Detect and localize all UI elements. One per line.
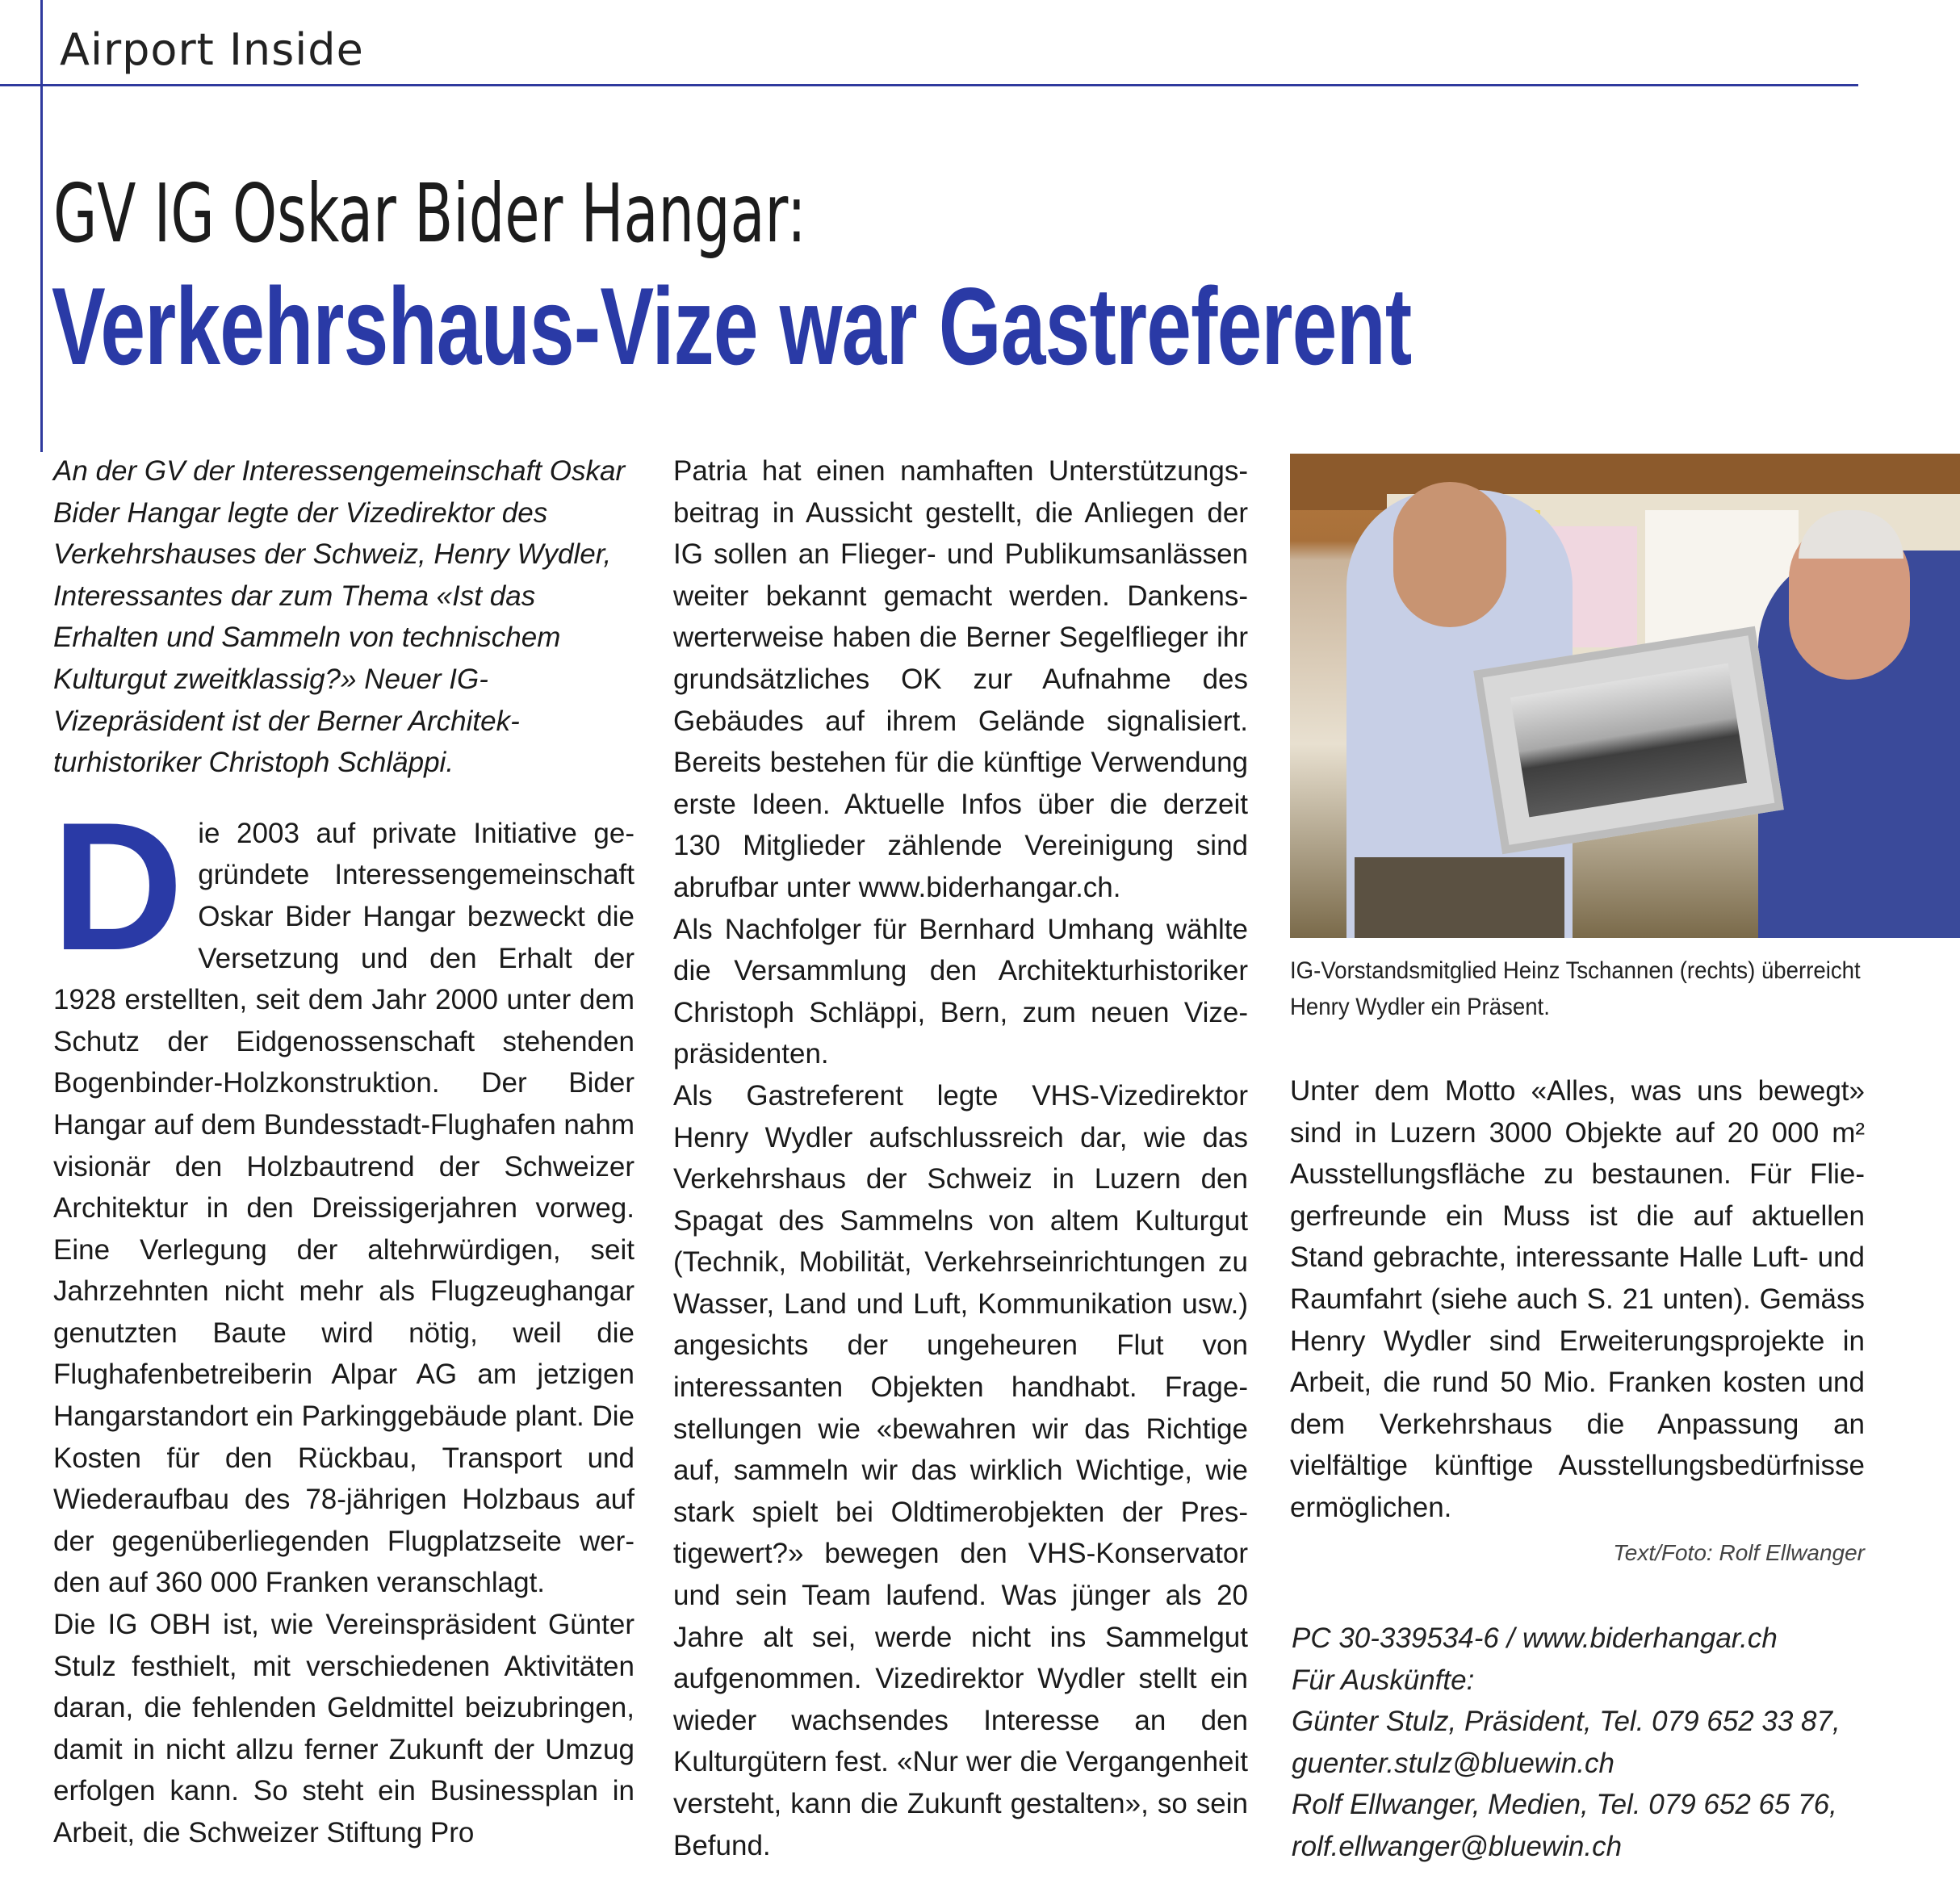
section-label: Airport Inside [60,24,364,75]
header-rule [0,84,1858,86]
contact-heading: Für Auskünfte: [1292,1664,1475,1696]
photo-person-left-head [1393,482,1506,627]
lead-paragraph: An der GV der Interessengemeinschaft Oskar Bider Hangar legte der Vizedirektor des Verkehrshauses der Schweiz, Henry Wydler, Interessantes dar zum Thema «Ist das Erhalten und Sammeln von technischem Kulturgut zweitklassig?» Neuer IG-Vizepräsident ist der Berner Architekturhistoriker Christoph Schläppi. [53,455,626,779]
body-paragraph-6: Unter dem Motto «Alles, was uns bewegt» sind in Luzern 3000 Objekte auf 20 000 m² Ausstellungsfläche zu bestaunen. Für Fliegerfreunde ein Muss ist die auf aktuellen Stand gebrachte, interessante Halle Luft- und Raumfahrt (siehe auch S. 21 unten). Gemäss Henry Wydler sind Erweiterungsprojekte in Arbeit, die rund 50 Mio. Franken kosten und dem Verkehrshaus die Anpassung an vielfältige künftige Ausstellungsbedürfnisse ermöglichen. [1290,1075,1865,1523]
photo-caption: IG-Vorstandsmitglied Heinz Tschannen (rechts) überreicht Henry Wydler ein Präsent. [1290,957,1861,1020]
body-paragraph-3: Patria hat einen namhaften Unterstützungsbeitrag in Aussicht gestellt, die Anliegen der IG sollen an Flieger- und Publikumsanlässen weiter bekannt gemacht werden. Dankenswerterweise haben die Berner Segelflieger ihr grundsätzliches OK zur Aufnahme des Gebäudes auf ihrem Gelände signalisiert. Bereits bestehen für die künftige Verwendung erste Ideen. Aktuelle Infos über die derzeit 130 Mitglieder zählende Vereinigung sind abrufbar unter www.biderhangar.ch. [673,455,1248,903]
column-3 [1290,1070,1865,1529]
photo-credit: Text/Foto: Rolf Ellwanger [1613,1540,1865,1565]
headline-kicker: GV IG Oskar Bider Hangar: [53,166,806,261]
contact-media: Rolf Ellwanger, Medien, Tel. 079 652 65 76, [1292,1789,1837,1821]
body-paragraph-1 [52,783,634,1604]
body-paragraph-5: Als Gastreferent legte VHS-Vizedirektor Henry Wydler aufschlussreich dar, wie das Verkehrshaus der Schweiz in Luzern den Spagat des Sammelns von altem Kulturgut (Technik, Mobilität, Verkehrseinrichtungen zu Wasser, Land und Luft, Kommunikation usw.) angesichts der ungeheuren Flut von interessanten Objekten handhabt. Fragestellungen wie «bewahren wir das Richtige auf, sammeln wir das wirklich Wichtige, wie stark spielt bei Oldtimerobjekten der Prestigewert?» bewegen den VHS-Konservator und sein Team laufend. Was jünger als 20 Jahre alt sei, werde nicht ins Sammelgut aufgenommen. Vizedirektor Wydler stellt ein wieder wachsendes Interesse an den Kulturgütern fest. «Nur wer die Vergangenheit versteht, kann die Zukunft gestalten», so sein Befund. [673,1079,1248,1861]
header-vertical-rule [40,0,43,452]
contact-president-email: guenter.stulz@bluewin.ch [1292,1747,1615,1779]
body-paragraph-4: Als Nachfolger für Bernhard Umhang wählte die Versammlung den Architekturhistoriker Christoph Schläppi, Bern, zum neuen Vizepräsidenten. [673,913,1248,1070]
article-photo [1290,454,1960,938]
contact-box [1292,1618,1921,1868]
contact-president: Günter Stulz, Präsident, Tel. 079 652 33 87, [1292,1706,1841,1738]
body-paragraph-2: Die IG OBH ist, wie Vereinspräsident Günter Stulz festhielt, mit verschiedenen Aktivitäten daran, die fehlenden Geldmittel beizubringen, damit in nicht allzu ferner Zukunft der Umzug erfolgen kann. So steht ein Businessplan in Arbeit, die Schweizer Stiftung Pro [53,1609,634,1848]
contact-account: PC 30-339534-6 / www.biderhangar.ch [1292,1622,1778,1654]
drop-cap: D [52,783,184,988]
headline: Verkehrshaus-Vize war Gastreferent [52,265,1412,387]
photo-framed-picture-image [1510,664,1747,818]
photo-person-left-trousers [1355,857,1564,938]
column-2 [673,450,1248,1866]
contact-media-email: rolf.ellwanger@bluewin.ch [1292,1830,1623,1862]
column-1 [53,450,634,1854]
body-paragraph-1-text: ie 2003 auf private Initiative gegründete Interessengemeinschaft Oskar Bider Hangar bezweckt die Versetzung und den Erhalt der 1928 erstellten, seit dem Jahr 2000 unter dem Schutz der Eidgenossenschaft stehenden Bogenbinder-Holzkonstruktion. Der Bider Hangar auf dem Bundesstadt-Flughafen nahm visionär den Holzbautrend der Schweizer Architektur in den Dreissigerjahren vorweg. Eine Verlegung der altehrwürdigen, seit Jahrzehnten nicht mehr als Flugzeughangar genutzten Baute wird nötig, weil die Flughafenbetreiberin Alpar AG am jetzigen Hangarstandort ein Parkinggebäude plant. Die Kosten für den Rückbau, Transport und Wiederaufbau des 78-jährigen Holzbaus auf der gegenüberliegenden Flugplatzseite werden auf 360 000 Franken veranschlagt. [53,817,634,1599]
